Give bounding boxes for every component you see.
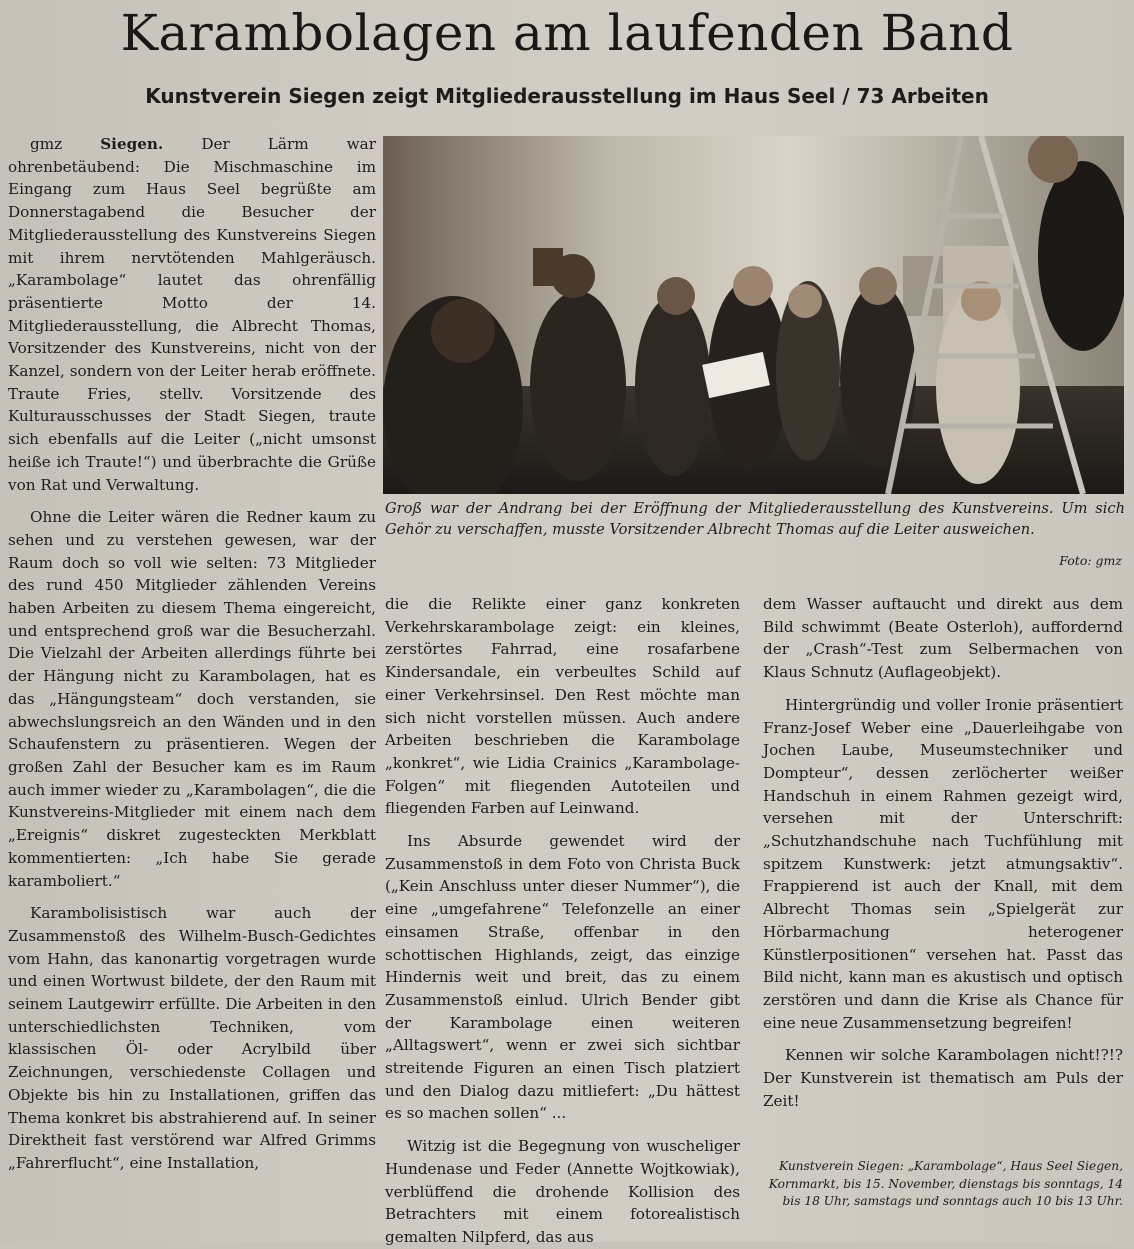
- speaker-on-ladder: [1038, 161, 1124, 351]
- visitor-right-1: [840, 284, 916, 468]
- visitor-center-1-head: [657, 277, 695, 315]
- visitor-center-2-head: [733, 266, 773, 306]
- paragraph-4: die die Relikte einer ganz konkreten Verkehrskarambolage zeigt: ein kleines, zerstörtes Fahrrad, eine rosafarbene Kindersandale, ein verbeultes Schild auf einer Verkehrsinsel. Den Rest möchte man sich nicht vorstellen müssen. Auch andere Arbeiten beschrieben die Karambolage „konkret“, wie Lidia Crainics „Karambolage-Folgen“ mit fliegenden Autoteilen und fliegenden Farben auf Leinwand.: [385, 595, 740, 818]
- dateline-city: Siegen.: [100, 135, 164, 153]
- photo-credit: Foto: gmz: [1059, 553, 1122, 568]
- visitor-right-1-head: [859, 267, 897, 305]
- visitor-center-1: [635, 296, 711, 476]
- photo-caption: Groß war der Andrang bei der Eröffnung der Mitgliederausstellung des Kunstvereins. Um sich Gehör zu verschaffen, musste Vorsitzender Albrecht Thomas auf die Leiter ausweichen.: [385, 500, 1125, 538]
- paragraph-7: dem Wasser auftaucht und direkt aus dem Bild schwimmt (Beate Osterloh), auffordernd der „Crash“-Test zum Selbermachen von Klaus Schnutz (Auflageobjekt).: [763, 595, 1123, 682]
- subheadline: Kunstverein Siegen zeigt Mitgliederausstellung im Haus Seel / 73 Arbeiten: [145, 84, 989, 108]
- dateline-author: gmz: [30, 135, 63, 153]
- paragraph-1-text: Der Lärm war ohrenbetäubend: Die Mischmaschine im Eingang zum Haus Seel begrüßte am Donnerstagabend die Besucher der Mitgliederausstellung des Kunstvereins Siegen mit ihrem nervtötenden Mahlgeräusch. „Karambolage“ lautet das ohrenfällig präsentierte Motto der 14. Mitgliederausstellung, die Albrecht Thomas, Vorsitzender des Kunstvereins, nicht von der Kanzel, sondern von der Leiter herab eröffnete. Traute Fries, stellv. Vorsitzende des Kulturausschusses der Stadt Siegen, traute sich ebenfalls auf die Leiter („nicht umsonst heiße ich Traute!“) und überbrachte die Grüße von Rat und Verwaltung.: [8, 135, 377, 494]
- visitor-left-2-head: [551, 254, 595, 298]
- paragraph-6: Witzig ist die Begegnung von wuscheliger Hundenase und Feder (Annette Wojtkowiak), verblüffend die drohende Kollision des Betrachters mit einem fotorealistisch gemalten Nilpferd, das aus: [385, 1137, 740, 1246]
- visitor-left-2: [530, 291, 626, 481]
- exhibition-info: Kunstverein Siegen: „Karambolage“, Haus Seel Siegen, Kornmarkt, bis 15. November, dienstags bis sonntags, 14 bis 18 Uhr, samstags und sonntags auch 10 bis 13 Uhr.: [768, 1159, 1123, 1209]
- paragraph-3: Karambolisistisch war auch der Zusammenstoß des Wilhelm-Busch-Gedichtes vom Hahn, das kanonartig vorgetragen wurde und einen Wortwust bildete, der den Raum mit seinem Lautgewirr erfüllte. Die Arbeiten in den unterschiedlichsten Techniken, vom klassischen Öl- oder Acrylbild über Zeichnungen, verschiedenste Collagen und Objekte bis hin zu Installationen, griffen das Thema konkret bis abstrahierend auf. In seiner Direktheit fast verstörend war Alfred Grimms „Fahrerflucht“, eine Installation,: [8, 904, 376, 1172]
- article-column-2: [385, 593, 740, 1249]
- photo-illustration: [383, 136, 1124, 494]
- paragraph-8: Hintergründig und voller Ironie präsentiert Franz-Josef Weber eine „Dauerleihgabe von Jochen Laube, Museumstechniker und Dompteur“, dessen zerlöcherter weißer Handschuh in einem Rahmen gezeigt wird, versehen mit der Unterschrift: „Schutzhandschuhe nach Tuchfühlung mit spitzem Kunstwerk: jetzt atmungsaktiv“. Frappierend ist auch der Knall, mit dem Albrecht Thomas sein „Spielgerät zur Hörbarmachung heterogener Künstlerpositionen“ versehen hat. Passt das Bild nicht, kann man es akustisch und optisch zerstören und dann die Krise als Chance für eine neue Zusammensetzung begreifen!: [763, 695, 1123, 1032]
- headline: Karambolagen am laufenden Band: [120, 4, 1014, 62]
- article-column-3: [763, 593, 1123, 1112]
- visitor-center-3-head: [788, 284, 822, 318]
- event-photo: [383, 136, 1124, 494]
- paragraph-1: [8, 133, 376, 496]
- paragraph-9: Kennen wir solche Karambolagen nicht!?!? Der Kunstverein ist thematisch am Puls der Zeit!: [763, 1046, 1123, 1110]
- visitor-front-left-head: [431, 299, 495, 363]
- paragraph-2: Ohne die Leiter wären die Redner kaum zu sehen und zu verstehen gewesen, war der Raum doch so voll wie selten: 73 Mitglieder des rund 450 Mitglieder zählenden Vereins haben Arbeiten zu diesem Thema eingereicht, und entsprechend groß war die Besucherzahl. Die Vielzahl der Arbeiten allerdings führte bei der Hängung nicht zu Karambolagen, hat es das „Hängungsteam“ doch verstanden, sie abwechslungsreich an den Wänden und in den Schaufenstern zu präsentieren. Wegen der großen Zahl der Besucher kam es im Raum auch immer wieder zu „Karambolagen“, die die Kunstvereins-Mitglieder mit einem nach dem „Ereignis“ diskret zugesteckten Merkblatt kommentierten: „Ich habe Sie gerade karamboliert.“: [8, 508, 376, 890]
- paragraph-5: Ins Absurde gewendet wird der Zusammenstoß in dem Foto von Christa Buck („Kein Anschluss unter dieser Nummer“), die eine „umgefahrene“ Telefonzelle an einer einsamen Straße, offenbar in den schottischen Highlands, zeigt, das einzige Hindernis weit und breit, das zu einem Zusammenstoß einlud. Ulrich Bender gibt der Karambolage einen weiteren „Alltagswert“, wenn er zwei sich sichtbar streitende Figuren an einen Tisch platziert und den Dialog dazu mitliefert: „Du hättest es so machen sollen“ ...: [385, 832, 740, 1123]
- article-column-1: [8, 133, 376, 1175]
